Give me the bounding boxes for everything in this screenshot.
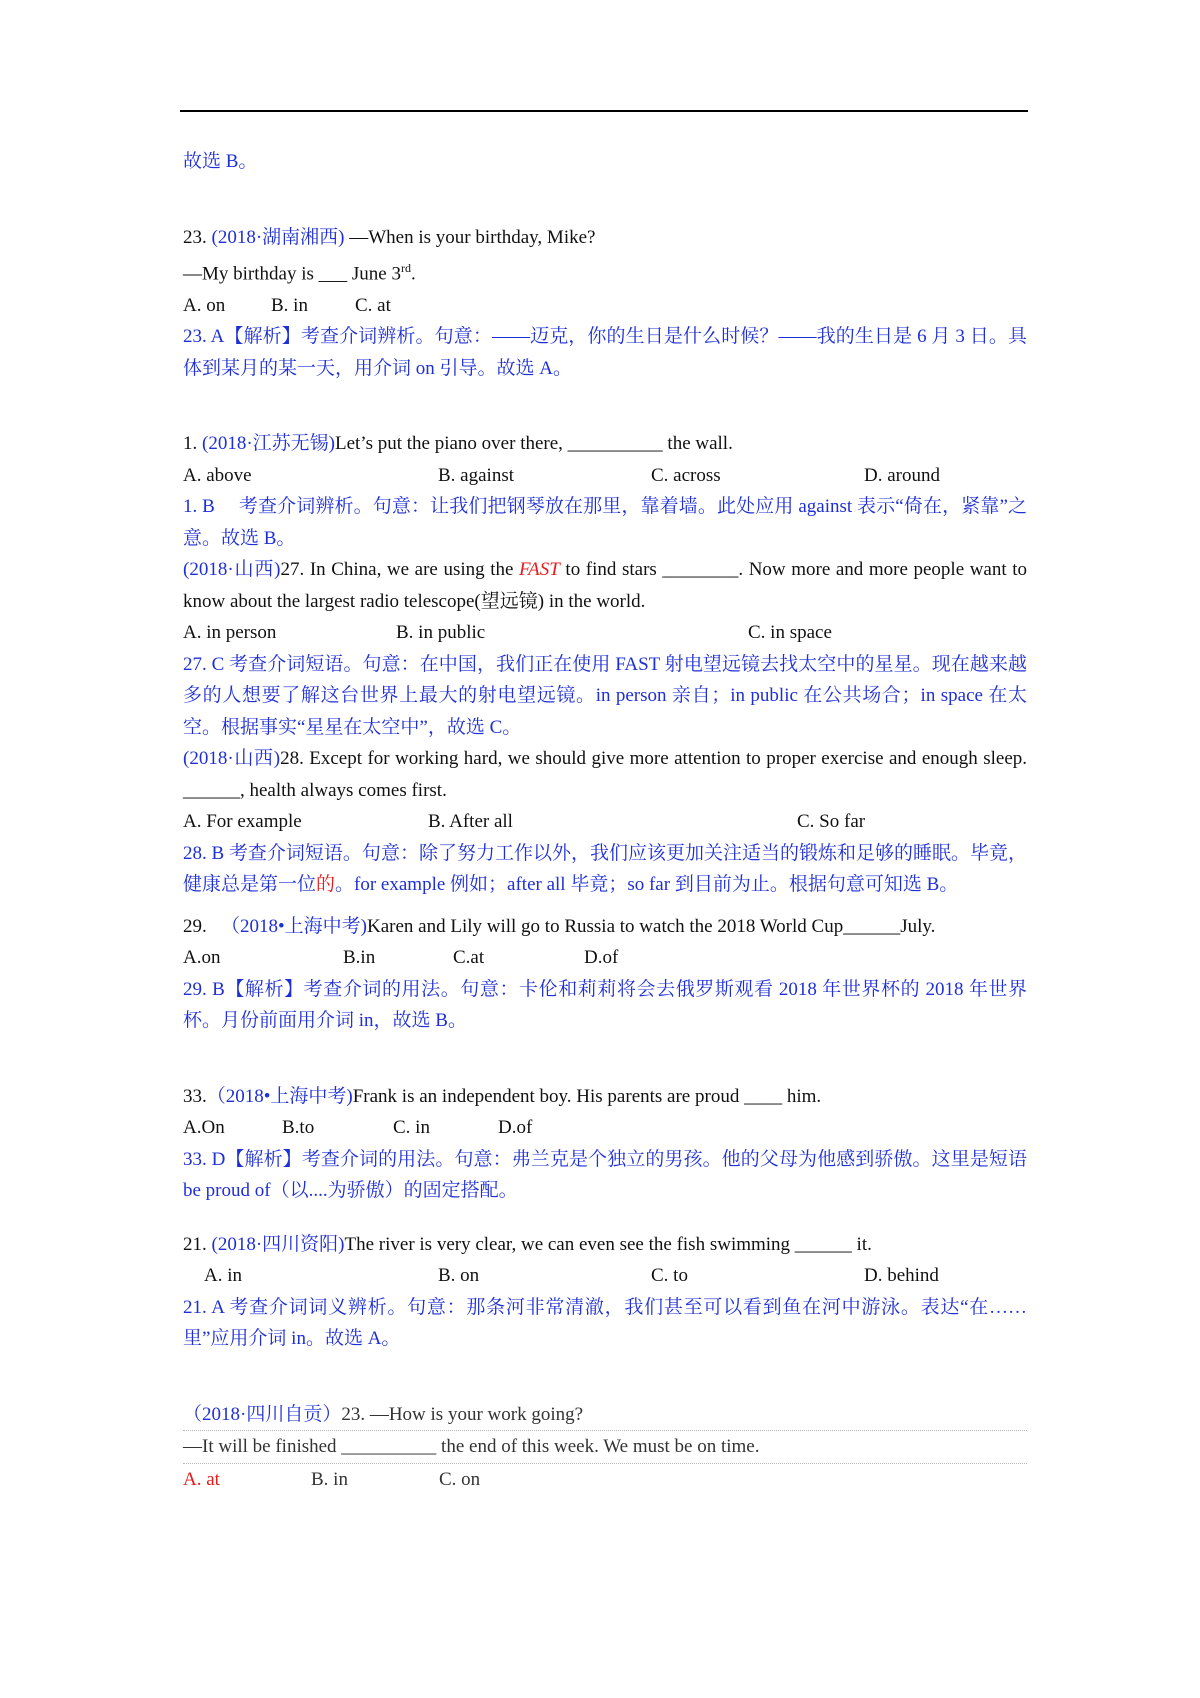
fast-emphasis: FAST: [519, 559, 560, 581]
option-c: C. So far: [797, 811, 866, 833]
document-body: [183, 146, 1027, 1495]
question-1-stem: 1. (2018·江苏无锡)Let’s put the piano over there, __________ the wall.: [183, 433, 733, 455]
option-c: C. to: [651, 1265, 688, 1287]
question-28-stem: (2018·山西)28. Except for working hard, we should give more attention to proper exercise and enough sleep. ______, health always comes first.: [183, 748, 1027, 801]
question-27-stem: (2018·山西)27. In China, we are using the FAST to find stars ________. Now more and more people want to know about the largest radio telescope(望远镜) in the world.: [183, 559, 1028, 612]
question-29-answer: 29. B【解析】考查介词的用法。句意：卡伦和莉莉将会去俄罗斯观看 2018 年世界杯的 2018 年世界杯。月份前面用介词 in，故选 B。: [183, 978, 1027, 1032]
question-23b-line2: —It will be finished __________ the end of this week. We must be on time.: [183, 1431, 1027, 1464]
option-a: A. For example: [183, 811, 302, 833]
question-23-line2: —My birthday is ___ June 3rd.: [183, 261, 416, 285]
option-a: A. in person: [183, 622, 277, 644]
option-d: D.of: [498, 1117, 533, 1139]
option-c: C. at: [355, 294, 391, 316]
option-b: B.in: [343, 947, 376, 969]
source-label: （2018•上海中考): [221, 915, 367, 937]
question-21-answer: 21. A 考查介词词义辨析。句意：那条河非常清澈，我们甚至可以看到鱼在河中游泳。表达“在……里”应用介词 in。故选 A。: [183, 1296, 1027, 1350]
source-label: (2018·湖南湘西): [211, 226, 345, 248]
option-d: D. behind: [864, 1265, 939, 1287]
option-b: B. against: [438, 464, 514, 486]
option-d: D. around: [864, 464, 940, 486]
option-b: B. in public: [396, 622, 486, 644]
source-label: （2018·四川自贡）: [183, 1403, 342, 1425]
header-rule: [180, 110, 1028, 112]
question-1-options: [183, 460, 1027, 492]
option-c: C.at: [453, 947, 485, 969]
question-28-answer: 28. B 考查介词短语。句意：除了努力工作以外，我们应该更加关注适当的锻炼和足够的睡眠。毕竟，健康总是第一位的。for example 例如；after all 毕竟；so far 到目前为止。根据句意可知选 B。: [183, 842, 1027, 896]
option-c: C. in space: [748, 622, 832, 644]
question-27-options: [183, 617, 1027, 649]
question-28-options: [183, 806, 1027, 838]
source-label: (2018·四川资阳): [211, 1233, 345, 1255]
option-d: D.of: [584, 947, 619, 969]
source-label: (2018·江苏无锡): [202, 433, 335, 455]
option-b: B.to: [282, 1117, 315, 1139]
option-b: B. on: [438, 1265, 480, 1287]
question-27-answer: 27. C 考查介词短语。句意：在中国，我们正在使用 FAST 射电望远镜去找太空中的星星。现在越来越多的人想要了解这台世界上最大的射电望远镜。in person 亲自；in public 在公共场合；in space 在太空。根据事实“星星在太空中”，故选 C。: [183, 653, 1027, 738]
option-c: C. across: [651, 464, 721, 486]
option-b: B. in: [311, 1468, 348, 1490]
question-23b-options: [183, 1464, 1027, 1496]
option-a: A. on: [183, 294, 226, 316]
intro-text: 故选 B。: [183, 151, 258, 172]
option-c: C. in: [393, 1117, 430, 1139]
option-a: A.on: [183, 947, 221, 969]
question-33-stem: 33.（2018•上海中考)Frank is an independent boy. His parents are proud ____ him.: [183, 1085, 822, 1107]
option-a: A. above: [183, 464, 252, 486]
question-33-options: [183, 1112, 1027, 1144]
question-21-stem: 21. (2018·四川资阳)The river is very clear, we can even see the fish swimming ______ it.: [183, 1233, 872, 1255]
option-c: C. on: [439, 1468, 481, 1490]
option-a: A. at: [183, 1468, 220, 1490]
option-b: B. in: [271, 294, 308, 316]
question-23-answer: 23. A【解析】考查介词辨析。句意：——迈克，你的生日是什么时候？——我的生日是 6 月 3 日。具体到某月的某一天，用介词 on 引导。故选 A。: [183, 326, 1027, 379]
question-23-stem: 23. (2018·湖南湘西) —When is your birthday, Mike?: [183, 226, 596, 248]
question-21-options: [183, 1260, 1027, 1292]
question-23-options: [183, 290, 1027, 322]
question-33-answer: 33. D【解析】考查介词的用法。句意：弗兰克是个独立的男孩。他的父母为他感到骄傲。这里是短语 be proud of（以....为骄傲）的固定搭配。: [183, 1148, 1027, 1202]
source-label: (2018·山西): [183, 559, 281, 581]
question-29-options: [183, 942, 1027, 974]
question-1-answer: 1. B 考查介词辨析。句意：让我们把钢琴放在那里，靠着墙。此处应用 against 表示“倚在，紧靠”之意。故选 B。: [183, 496, 1027, 549]
question-23b-stem: （2018·四川自贡）23. —How is your work going?: [183, 1399, 1027, 1432]
option-a: A. in: [204, 1265, 242, 1287]
option-b: B. After all: [428, 811, 513, 833]
source-label: (2018·山西): [183, 748, 281, 770]
source-label: （2018•上海中考): [206, 1085, 353, 1107]
option-a: A.On: [183, 1117, 225, 1139]
question-29-stem: 29. （2018•上海中考)Karen and Lily will go to Russia to watch the 2018 World Cup______July.: [183, 915, 936, 937]
